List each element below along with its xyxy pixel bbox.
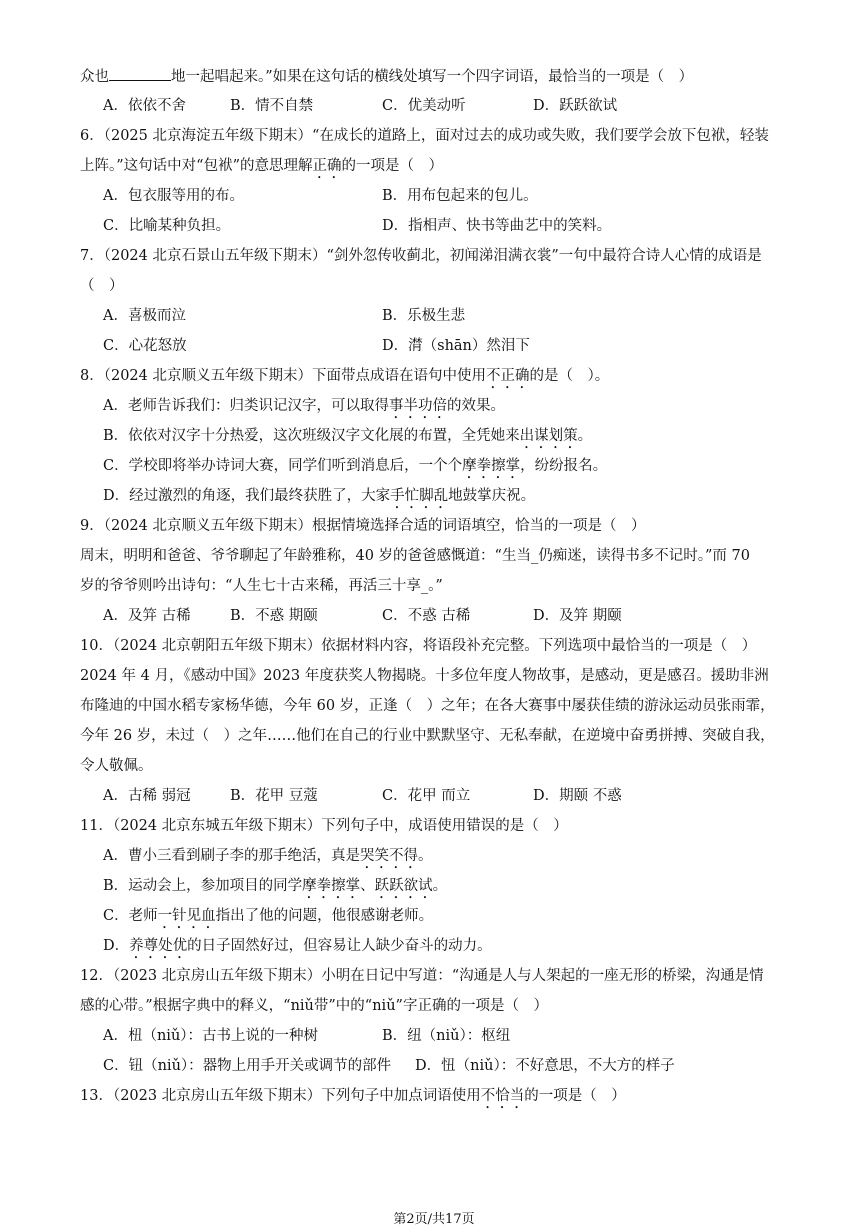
option-text: 的日子固然好过，但容易让人缺少奋斗的动力。 [187,938,492,954]
q5-text-before: 众也 [80,69,109,85]
emphasis-text: 摩拳擦掌、跃跃欲试 [302,878,433,894]
question-13-line-1 [80,1086,626,1112]
emphasis-text: 手忙脚乱 [390,488,449,504]
option-text: 的效果。 [446,398,505,414]
question-5-text [80,66,693,87]
q11-option-b [103,876,447,902]
question-11-line-1: 11．（2024 北京东城五年级下期末）下列句子中，成语使用错误的是（ ） [80,818,568,834]
option-text: D． [103,938,130,954]
q6-text-end: 的一项是（ ） [341,158,443,174]
q6-option-d: D．指相声、快书等曲艺中的笑料。 [382,218,612,234]
q8-option-c [103,456,607,482]
emphasis-text: 不正确 [485,368,530,384]
emphasis-text: 不恰当 [480,1088,525,1104]
option-text: B．运动会上，参加项目的同学 [103,878,303,894]
q9-option-a: A．及笄 古稀 [103,608,191,624]
q7-option-c: C．心花怒放 [103,338,187,354]
q7-option-d: D．潸（shān）然泪下 [382,338,530,354]
q6-option-c: C．比喻某种负担。 [103,218,231,234]
q12-option-a: A．杻（niǔ）：古书上说的一种树 [103,1028,319,1044]
q12-option-c: C．钮（niǔ）：器物上用手开关或调节的部件 [103,1058,392,1074]
q5-option-b: B．情不自禁 [230,98,314,114]
option-text: C．老师 [103,908,158,924]
question-10-line-1: 10．（2024 北京朝阳五年级下期末）依据材料内容，将语段补充完整。下列选项中最恰当的一项是（ ） [80,638,757,654]
q13-text: 13．（2023 北京房山五年级下期末）下列句子中加点词语使用 [80,1088,481,1104]
emphasis-text: 出谋划策 [519,428,578,444]
option-text: A．老师告诉我们：归类识记汉字，可以取得 [103,398,389,414]
emphasis-text: 事半功倍 [388,398,447,414]
question-6-line-1: 6．（2025 北京海淀五年级下期末）“在成长的道路上，面对过去的成功或失败，我们要学会放下包袱，轻装 [80,128,769,144]
q11-option-c [103,906,433,932]
fill-blank [109,66,171,81]
q8-option-a [103,396,505,422]
question-7-line-2: （ ） [80,278,124,294]
q8-text-end: 的是（ ）。 [529,368,610,384]
emphasis-text: 哭笑不得 [359,848,418,864]
q11-option-d [103,936,492,962]
q7-option-a: A．喜极而泣 [103,308,186,324]
option-text: 地鼓掌庆祝。 [448,488,536,504]
option-text: ，纷纷报名。 [520,458,608,474]
question-7-line-1: 7．（2024 北京石景山五年级下期末）“剑外忽传收蓟北，初闻涕泪满衣裳”一句中最符合诗人心情的成语是 [80,248,762,264]
q5-text-after: 地一起唱起来。”如果在这句话的横线处填写一个四字词语，最恰当的一项是（ ） [171,69,694,85]
q10-option-b: B．花甲 豆蔻 [230,788,318,804]
q8-option-b [103,426,592,452]
question-10-line-2: 2024 年 4 月，《感动中国》2023 年度获奖人物揭晓。十多位年度人物故事，是感动，更是感召。援助非洲 [80,668,769,684]
q5-option-c: C．优美动听 [382,98,466,114]
question-9-line-2: 周末，明明和爸爸、爷爷聊起了年龄雅称，40 岁的爸爸感慨道：“生当_仍痴迷，读得书多不记时。”而 70 [80,548,750,564]
q6-text: 上阵。”这句话中对“包袱”的意思理解 [80,158,313,174]
emphasis-text: 正确 [312,158,342,174]
option-text: C．学校即将举办诗词大赛，同学们听到消息后，一个个 [103,458,463,474]
q6-option-b: B．用布包起来的包儿。 [382,188,538,204]
q7-option-b: B．乐极生悲 [382,308,466,324]
page-number: 第2页/共17页 [393,1212,475,1227]
option-text: 。 [417,848,433,864]
emphasis-text: 一针见血 [157,908,216,924]
question-8-line-1 [80,366,609,392]
q5-option-d: D．跃跃欲试 [533,98,618,114]
question-9-line-3: 岁的爷爷则吟出诗句：“人生七十古来稀，再活三十享_。” [80,578,443,594]
question-10-line-3: 布隆迪的中国水稻专家杨华德，今年 60 岁，正逢（ ）之年；在各大赛事中屡获佳绩的游泳运动员张雨霏， [80,698,775,714]
q11-option-a [103,846,432,872]
question-6-line-2 [80,156,443,182]
question-9-line-1: 9．（2024 北京顺义五年级下期末）根据情境选择合适的词语填空，恰当的一项是（ ） [80,518,646,534]
q10-option-d: D．期颐 不惑 [533,788,622,804]
question-12-line-2: 感的心带。”根据字典中的释义，“niǔ带”中的“niǔ”字正确的一项是（ ） [80,998,548,1014]
option-text: B．依依对汉字十分热爱，这次班级汉字文化展的布置，全凭她来 [103,428,520,444]
q10-option-c: C．花甲 而立 [382,788,471,804]
q9-option-d: D．及笄 期颐 [533,608,622,624]
q10-option-a: A．古稀 弱冠 [103,788,191,804]
question-10-line-4: 今年 26 岁，未过（ ）之年……他们在自己的行业中默默坚守、无私奉献，在逆境中奋勇拼搏、突破自我， [80,728,775,744]
q13-text-end: 的一项是（ ） [524,1088,626,1104]
q6-option-a: A．包衣服等用的布。 [103,188,244,204]
q12-option-d: D．忸（niǔ）：不好意思，不大方的样子 [415,1058,675,1074]
question-12-line-1: 12．（2023 北京房山五年级下期末）小明在日记中写道：“沟通是人与人架起的一座无形的桥梁，沟通是情 [80,968,764,984]
emphasis-text: 养尊处优 [129,938,188,954]
q8-option-d [103,486,535,512]
q12-option-b: B．纽（niǔ）：枢纽 [382,1028,511,1044]
q9-option-c: C．不惑 古稀 [382,608,471,624]
emphasis-text: 摩拳擦掌 [462,458,521,474]
q8-text: 8．（2024 北京顺义五年级下期末）下面带点成语在语句中使用 [80,368,486,384]
q5-option-a: A．依依不舍 [103,98,186,114]
question-10-line-5: 令人敬佩。 [80,758,153,774]
option-text: 指出了他的问题，他很感谢老师。 [215,908,434,924]
option-text: A．曹小三看到刷子李的那手绝活，真是 [103,848,360,864]
option-text: 。 [432,878,448,894]
q9-option-b: B．不惑 期颐 [230,608,318,624]
option-text: D．经过激烈的角逐，我们最终获胜了，大家 [103,488,391,504]
option-text: 。 [577,428,593,444]
